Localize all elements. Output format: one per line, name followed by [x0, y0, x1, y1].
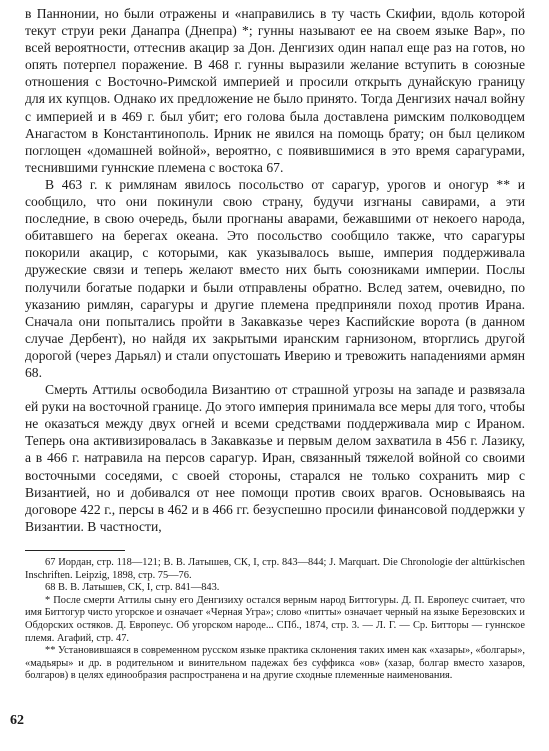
paragraph: в Паннонии, но были отражены и «направились в ту часть Скифии, вдоль которой текут струи реки Данапра (Днепра) *; гунны называют ее на своем языке Вар», по всей вероятности, оттеснив акацир за Дон. Денгизих один напал еще раз на готов, но опять потерпел поражение. В 468 г. гунны выразили желание вступить в союзные отношения с Восточно-Римской империей и просили открыть дунайскую границу для их купцов. Однако их предложение не было принято. Тогда Денгизих начал войну с империей и в 469 г. был убит; его голова была доставлена римским полководцем Анагастом в Константинополь. Ирник не явился на помощь брату; он был целиком поглощен «домашней войной», вероятно, с появившимися в это время сарагурами, теснившими гуннские племена с востока 67. [25, 6, 525, 175]
footnote: 67 Иордан, стр. 118—121; В. В. Латышев, СК, I, стр. 843—844; J. Marquart. Die Chronologie der alttürkischen Inschriften. Leipzig, 1898, стр. 75—76. [25, 557, 525, 581]
footnote: ** Установившаяся в современном русском языке практика склонения таких имен как «хазары», «болгары», «мадьяры» и др. в родительном и винительном падежах без суффикса «ов» (хазар, болгар вместо хазаров, болгаров) в целях единообразия распространена и на другие сходные племенные наименования. [25, 645, 525, 682]
footnote: 68 В. В. Латышев, СК, I, стр. 841—843. [45, 582, 220, 594]
paragraph: В 463 г. к римлянам явилось посольство от сарагур, урогов и оногур ** и сообщило, что они покинули свою страну, будучи изгнаны савирами, а эти последние, в свою очередь, были прогнаны аварами, бежавшими от некоего народа, обитавшего на берегах океана. Это посольство сообщило также, что сарагуры покорили акацир, с которыми, как указывалось выше, империя поддерживала дружеские связи и теперь желают вместо них быть союзниками империи. Послы получили богатые подарки и были отправлены обратно. Вслед затем, очевидно, по указанию римлян, сарагуры и другие племена предприняли поход против Ирана. Сначала они попытались пройти в Закавказье через Каспийские ворота (в данном случае Дербент), но найдя их закрытыми иранским гарнизоном, вторглись другой дорогой (через Дарьял) и стали опустошать Иверию и тревожить нападениями армян 68. [25, 176, 525, 380]
page-number: 62 [10, 713, 24, 728]
footnotes [25, 557, 525, 683]
paragraph: Смерть Аттилы освободила Византию от страшной угрозы на западе и развязала ей руки на восточной границе. До этого империя принимала все меры для того, чтобы не оказаться между двух огней и всеми средствами поддерживала мир с Ираном. Теперь она активизировалась в Закавказье и первым делом захватила в 456 г. Лазику, а в 466 г. натравила на персов сарагур. Иран, связанный тяжелой войной со своими восточными соседями, с своей стороны, старался не только сохранить мир с Византией, но и добивался от нее помощи против своих врагов. Основываясь на договоре 422 г., персы в 462 и в 466 гг. безуспешно просили финансовой поддержки у Византии. В частности, [25, 382, 525, 534]
main-text [25, 5, 525, 535]
footnote-divider [25, 550, 125, 551]
footnote: * После смерти Аттилы сыну его Денгизиху остался верным народ Биттогуры. Д. П. Европеус считает, что имя Биттогур чисто угорское и означает «Черная Угра»; слово «питты» означает черный на языке Березовских и Обдорских остяков. Д. Европеус. Об угорском народе... СПб., 1874, стр. 3. — Л. Г. — Ср. Битторы — гуннское племя. Агафий, стр. 47. [25, 594, 525, 644]
